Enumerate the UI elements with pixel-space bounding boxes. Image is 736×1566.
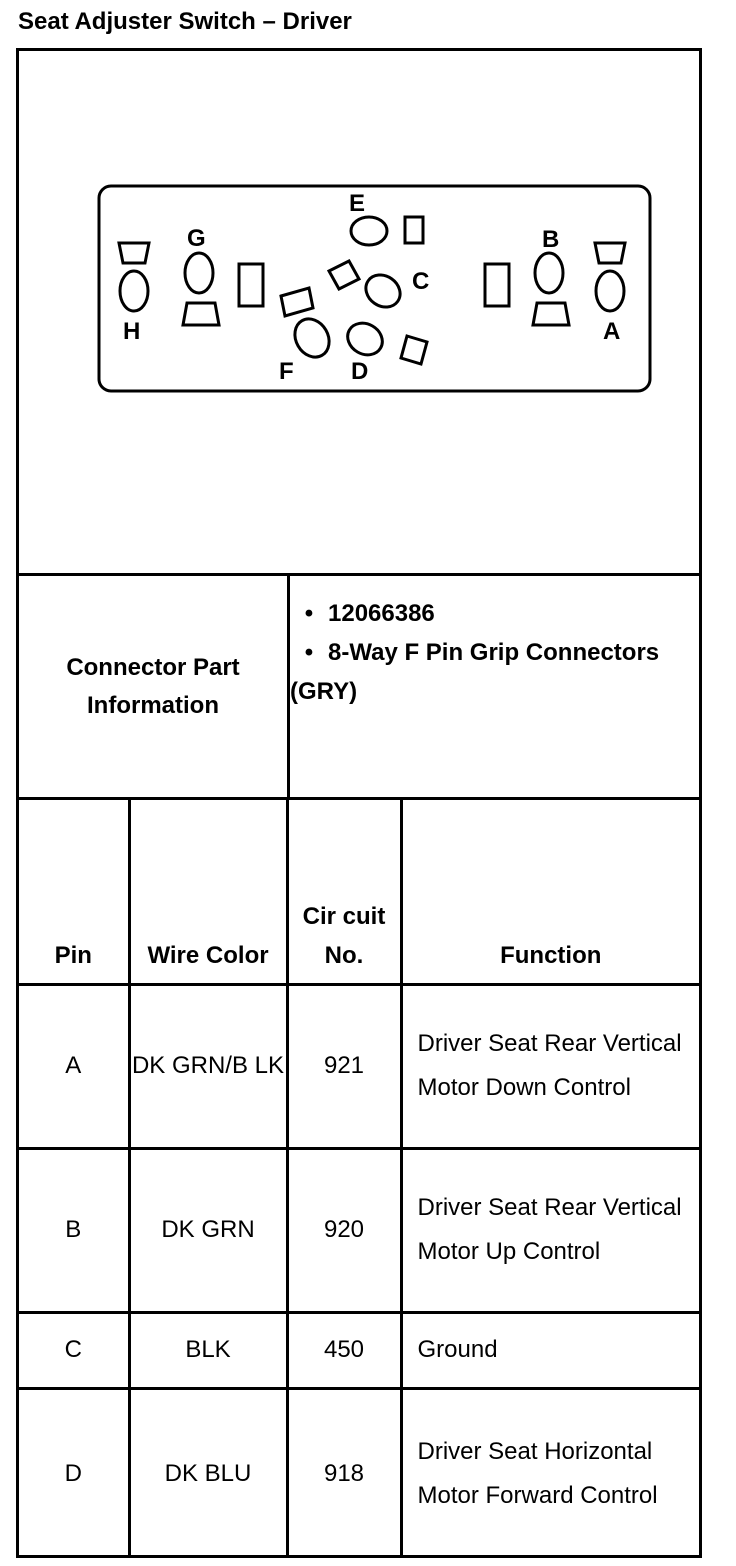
function-cell: Driver Seat Rear Vertical Motor Down Control: [401, 984, 699, 1148]
cavity-label-g: G: [187, 225, 206, 252]
pin-cell: C: [19, 1312, 129, 1388]
function-cell: Ground: [401, 1312, 699, 1388]
terminal-b-lock: [485, 264, 509, 306]
terminal-h: [120, 271, 148, 311]
terminal-g-lock: [239, 264, 263, 306]
cavity-label-f: F: [279, 358, 294, 385]
part-info-label: Connector Part Information: [19, 576, 290, 797]
function-cell: Driver Seat Rear Vertical Motor Up Control: [401, 1148, 699, 1312]
wire-color-cell: BLK: [129, 1312, 287, 1388]
connector-table: [16, 48, 702, 1558]
table-row: [19, 1388, 699, 1558]
cavity-label-a: A: [603, 318, 621, 345]
part-info-values: [290, 594, 690, 711]
cavity-label-b: B: [542, 226, 560, 253]
table-row: [19, 1312, 699, 1388]
cavity-label-d: D: [351, 358, 369, 385]
table-row: [19, 984, 699, 1148]
circuit-cell: 920: [287, 1148, 401, 1312]
terminal-e-latch: [405, 217, 423, 243]
table-row: [19, 1148, 699, 1312]
terminal-d-latch: [401, 336, 427, 364]
table-header-row: [19, 799, 699, 984]
circuit-cell: 921: [287, 984, 401, 1148]
terminal-a: [596, 271, 624, 311]
cavity-label-e: E: [349, 190, 366, 217]
terminal-b: [535, 253, 563, 293]
connector-diagram: [19, 51, 699, 576]
terminal-f: [288, 313, 336, 364]
wire-color-cell: DK BLU: [129, 1388, 287, 1558]
terminal-e: [351, 217, 387, 245]
header-function: Function: [401, 799, 699, 984]
wire-color-cell: DK GRN: [129, 1148, 287, 1312]
pin-cell: D: [19, 1388, 129, 1558]
pin-cell: B: [19, 1148, 129, 1312]
pin-table: [19, 799, 699, 1558]
terminal-h-latch: [119, 243, 149, 263]
circuit-cell: 918: [287, 1388, 401, 1558]
terminal-d: [342, 317, 388, 361]
terminal-g-latch: [183, 303, 219, 325]
wire-color-cell: DK GRN/B LK: [129, 984, 287, 1148]
terminal-c-latch: [329, 261, 359, 289]
terminal-a-latch: [595, 243, 625, 263]
header-circuit: Cir cuit No.: [287, 799, 401, 984]
connector-description: • 8-Way F Pin Grip Connectors (GRY): [290, 639, 660, 705]
function-cell: Driver Seat Horizontal Motor Forward Control: [401, 1388, 699, 1558]
connector-part-info: [19, 576, 699, 800]
pin-cell: A: [19, 984, 129, 1148]
part-number: • 12066386: [304, 600, 435, 627]
cavity-label-h: H: [123, 318, 141, 345]
connector-face-svg: [19, 51, 699, 573]
terminal-b-latch: [533, 303, 569, 325]
terminal-f-latch: [281, 288, 313, 316]
page-title: Seat Adjuster Switch – Driver: [18, 8, 352, 35]
header-wire-color: Wire Color: [129, 799, 287, 984]
terminal-c: [360, 268, 407, 313]
terminal-g: [185, 253, 213, 293]
circuit-cell: 450: [287, 1312, 401, 1388]
header-pin: Pin: [19, 799, 129, 984]
cavity-label-c: C: [412, 268, 430, 295]
